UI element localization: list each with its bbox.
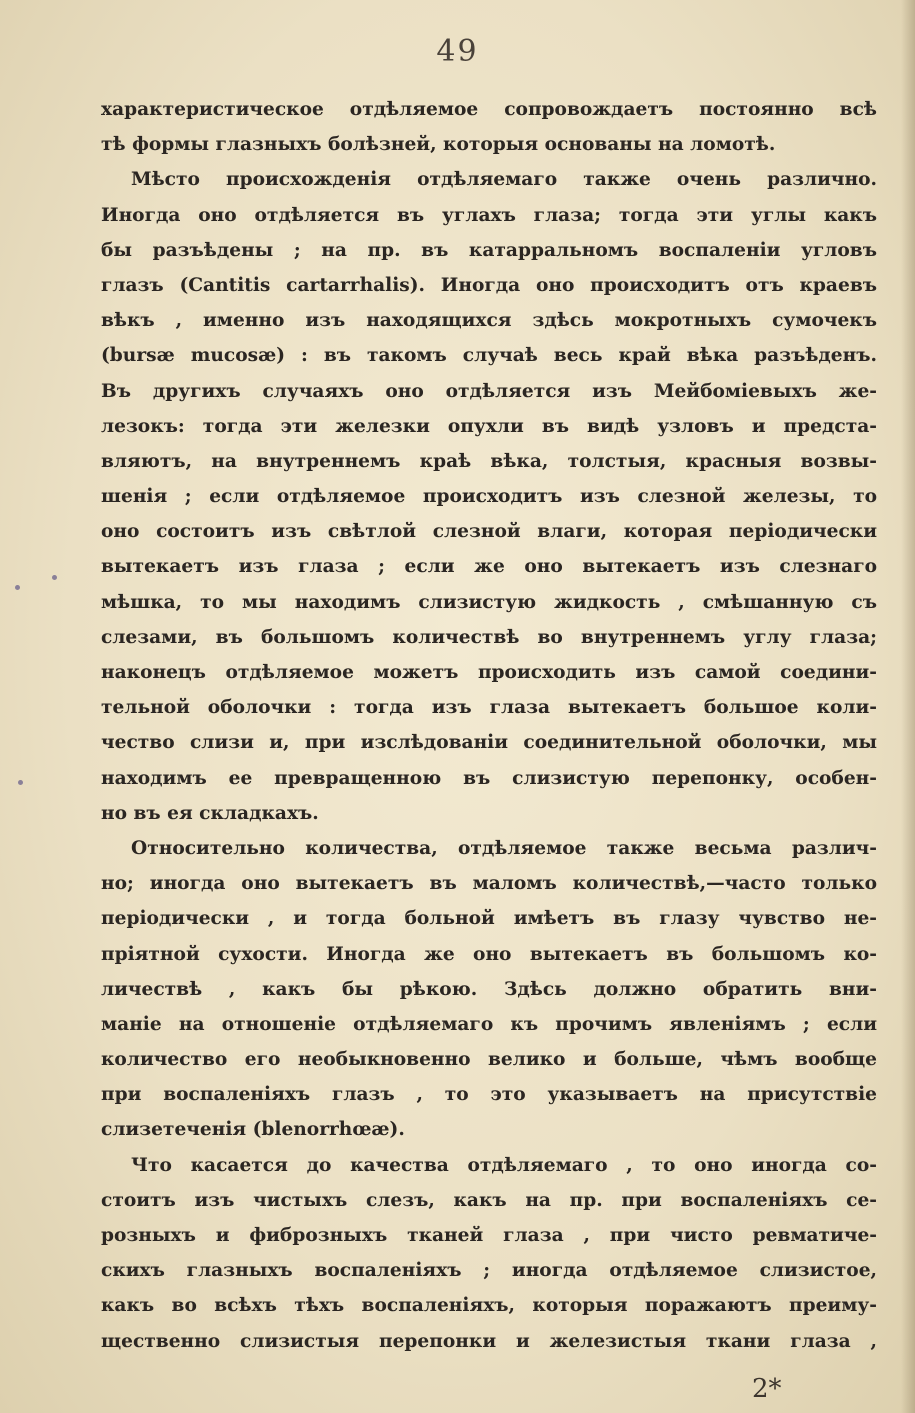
text-line: тѣ формы глазныхъ болѣзней, которыя основаны на ломотѣ. (101, 134, 776, 156)
text-line: щественно слизистыя перепонки и железистыя ткани глаза , (101, 1330, 877, 1352)
text-line: глазъ (Cantitis cartarrhalis). Иногда оно происходитъ отъ краевъ (101, 274, 877, 296)
text-line: оно состоитъ изъ свѣтлой слезной влаги, которая періодически (101, 521, 877, 543)
text-line: количество его необыкновенно велико и больше, чѣмъ вообще (101, 1049, 877, 1071)
text-line: находимъ ее превращенною въ слизистую перепонку, особен- (101, 767, 877, 789)
text-line: тельной оболочки : тогда изъ глаза вытекаетъ большое коли- (101, 697, 877, 719)
text-line: но въ ея складкахъ. (101, 802, 319, 824)
specks (52, 575, 57, 580)
text-line: слезами, въ большомъ количествѣ во внутреннемъ углу глаза; (101, 626, 877, 648)
text-line: (bursæ mucosæ) : въ такомъ случаѣ весь край вѣка разъѣденъ. (101, 345, 877, 367)
text-line: вѣкъ , именно изъ находящихся здѣсь мокротныхъ сумочекъ (101, 310, 877, 332)
text-line: чество слизи и, при изслѣдованіи соединительной оболочки, мы (101, 732, 877, 754)
text-line: маніе на отношеніе отдѣляемаго къ прочимъ явленіямъ ; если (101, 1013, 877, 1035)
text-line: слизетеченія (blenorrhœæ). (101, 1119, 405, 1141)
text-line: бы разъѣдены ; на пр. въ катарральномъ воспаленіи угловъ (101, 239, 877, 261)
text-line: Мѣсто происхожденія отдѣляемаго также очень различно. (131, 169, 877, 191)
text-line: пріятной сухости. Иногда же оно вытекаетъ въ большомъ ко- (101, 943, 877, 965)
specks (15, 585, 20, 590)
text-line: мѣшка, то мы находимъ слизистую жидкость , смѣшанную съ (101, 591, 877, 613)
text-line: скихъ глазныхъ воспаленіяхъ ; иногда отдѣляемое слизистое, (101, 1260, 877, 1282)
signature-mark: 2* (752, 1374, 782, 1404)
text-line: розныхъ и фиброзныхъ тканей глаза , при чисто ревматиче- (101, 1225, 877, 1246)
text-line: вляютъ, на внутреннемъ краѣ вѣка, толстыя, красныя возвы- (101, 450, 877, 472)
text-line: какъ во всѣхъ тѣхъ воспаленіяхъ, которыя поражаютъ преиму- (101, 1295, 877, 1317)
text-line: стоитъ изъ чистыхъ слезъ, какъ на пр. при воспаленіяхъ се- (101, 1189, 877, 1211)
page-edge-shadow (901, 0, 915, 1413)
text-line: Что касается до качества отдѣляемаго , то оно иногда со- (131, 1154, 877, 1176)
page-number: 49 (436, 34, 479, 69)
body-text (101, 92, 877, 1359)
text-line: Иногда оно отдѣляется въ углахъ глаза; тогда эти углы какъ (101, 204, 877, 226)
text-line: лезокъ: тогда эти железки опухли въ видѣ узловъ и предста- (101, 415, 877, 437)
text-line: но; иногда оно вытекаетъ въ маломъ количествѣ,—часто только (101, 873, 877, 895)
text-line: вытекаетъ изъ глаза ; если же оно вытекаетъ изъ слезнаго (101, 556, 877, 578)
text-line: наконецъ отдѣляемое можетъ происходить изъ самой соедини- (101, 662, 877, 683)
text-line: шенія ; если отдѣляемое происходитъ изъ слезной железы, то (101, 486, 877, 508)
text-line: Въ другихъ случаяхъ оно отдѣляется изъ Мейбоміевыхъ же- (101, 380, 877, 402)
text-line: Относительно количества, отдѣляемое также весьма различ- (131, 837, 877, 859)
text-line: личествѣ , какъ бы рѣкою. Здѣсь должно обратить вни- (101, 978, 877, 1000)
text-line: періодически , и тогда больной имѣетъ въ глазу чувство не- (101, 908, 877, 930)
text-line: характеристическое отдѣляемое сопровождаетъ постоянно всѣ (101, 99, 877, 120)
text-line: при воспаленіяхъ глазъ , то это указываетъ на присутствіе (101, 1084, 877, 1106)
specks (18, 780, 23, 785)
